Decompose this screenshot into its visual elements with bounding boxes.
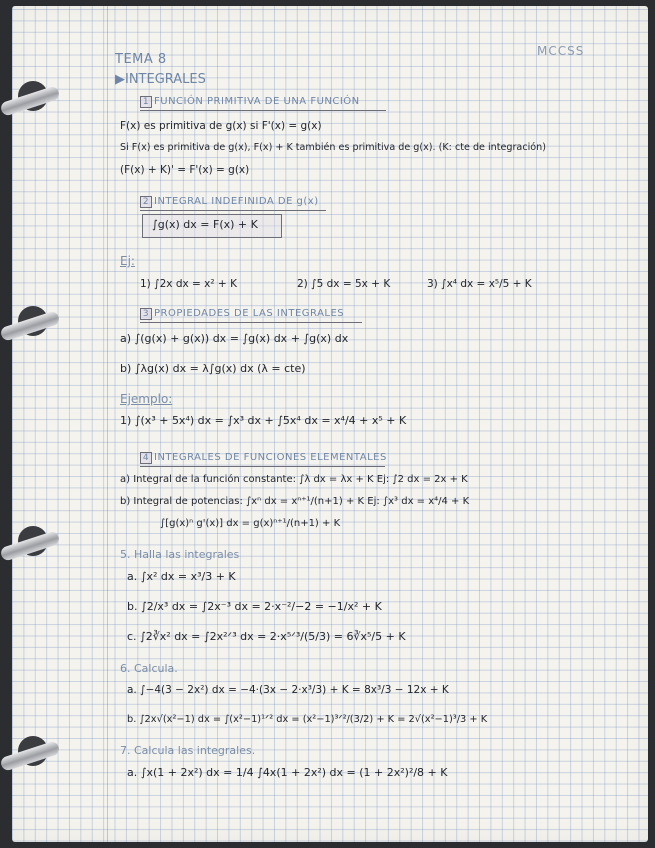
property-line: b) ∫λg(x) dx = λ∫g(x) dx (λ = cte)	[120, 362, 306, 375]
example-item: 1) ∫2x dx = x² + K	[140, 278, 237, 290]
section-title: INTEGRAL INDEFINIDA DE g(x)	[154, 196, 319, 207]
section-heading	[140, 96, 360, 108]
text-line: F(x) es primitiva de g(x) si F'(x) = g(x)	[120, 120, 322, 132]
section-title: FUNCIÓN PRIMITIVA DE UNA FUNCIÓN	[154, 96, 360, 107]
exercise-title: 7. Calcula las integrales.	[120, 744, 256, 757]
notebook-page	[12, 6, 648, 842]
boxed-formula: ∫g(x) dx = F(x) + K	[152, 218, 258, 231]
property-line: a) ∫(g(x) + g(x)) dx = ∫g(x) dx + ∫g(x) dx	[120, 332, 349, 345]
exercise-title: 5. Halla las integrales	[120, 548, 240, 561]
elementary-rule: b) Integral de potencias: ∫xⁿ dx = xⁿ⁺¹/(n+1) + K Ej: ∫x³ dx = x⁴/4 + K	[120, 496, 470, 507]
text-line: Si F(x) es primitiva de g(x), F(x) + K también es primitiva de g(x). (K: cte de integración)	[120, 142, 546, 153]
section-heading	[140, 196, 319, 208]
text-line: (F(x) + K)' = F'(x) = g(x)	[120, 164, 250, 176]
example-item: 2) ∫5 dx = 5x + K	[297, 278, 391, 290]
section-number: 4	[140, 452, 152, 464]
exercise-item: b. ∫2/x³ dx = ∫2x⁻³ dx = 2·x⁻²/−2 = −1/x² + K	[127, 600, 382, 613]
margin-line	[107, 6, 108, 842]
section-title: INTEGRALES DE FUNCIONES ELEMENTALES	[154, 452, 387, 463]
section-heading	[140, 452, 387, 464]
page-subtitle: INTEGRALES	[125, 72, 206, 87]
example-line: 1) ∫(x³ + 5x⁴) dx = ∫x³ dx + ∫5x⁴ dx = x⁴/4 + x⁵ + K	[120, 414, 407, 427]
example-label: Ejemplo:	[120, 392, 173, 406]
subtitle-row	[115, 72, 206, 87]
heading-underline	[140, 110, 386, 111]
section-title: PROPIEDADES DE LAS INTEGRALES	[154, 308, 345, 319]
heading-underline	[140, 210, 326, 211]
arrow-bullet-icon: ▶	[115, 72, 125, 87]
exercise-item: b. ∫2x√(x²−1) dx = ∫(x²−1)¹ᐟ² dx = (x²−1)³ᐟ²/(3/2) + K = 2√(x²−1)³/3 + K	[127, 714, 488, 725]
section-number: 2	[140, 196, 152, 208]
elementary-rule: ∫[g(x)ⁿ g'(x)] dx = g(x)ⁿ⁺¹/(n+1) + K	[160, 518, 341, 529]
section-heading	[140, 308, 344, 320]
heading-underline	[140, 466, 385, 467]
section-number: 1	[140, 96, 152, 108]
example-item: 3) ∫x⁴ dx = x⁵/5 + K	[427, 278, 532, 290]
exercise-item: a. ∫−4(3 − 2x²) dx = −4·(3x − 2·x³/3) + K = 8x³/3 − 12x + K	[127, 684, 449, 696]
exercise-item: c. ∫2∛x² dx = ∫2x²ᐟ³ dx = 2·x⁵ᐟ³/(5/3) = 6∛x⁵/5 + K	[127, 630, 406, 643]
initials: MCCSS	[537, 44, 585, 58]
page-title: TEMA 8	[115, 52, 167, 67]
exercise-item: a. ∫x² dx = x³/3 + K	[127, 570, 236, 583]
exercise-item: a. ∫x(1 + 2x²) dx = 1/4 ∫4x(1 + 2x²) dx = (1 + 2x²)²/8 + K	[127, 766, 448, 779]
exercise-title: 6. Calcula.	[120, 662, 178, 675]
example-label: Ej:	[120, 254, 135, 268]
elementary-rule: a) Integral de la función constante: ∫λ dx = λx + K Ej: ∫2 dx = 2x + K	[120, 474, 468, 485]
section-number: 3	[140, 308, 152, 320]
heading-underline	[140, 322, 362, 323]
